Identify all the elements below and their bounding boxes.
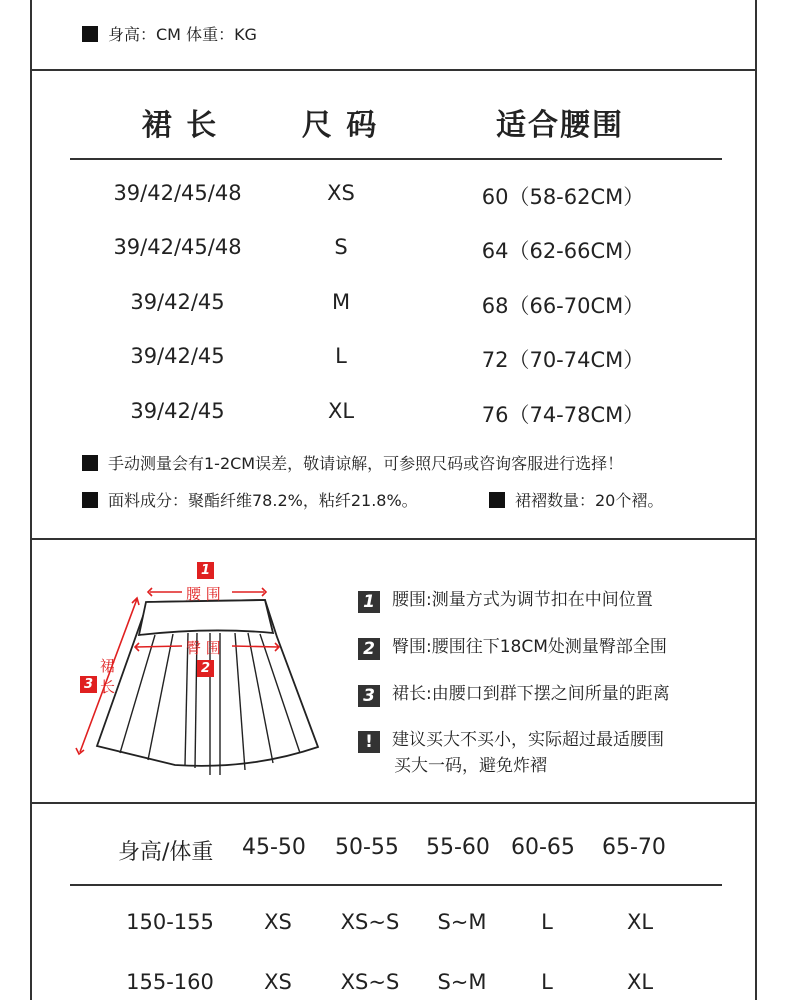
skirt-waistband xyxy=(139,600,273,635)
hw-header-col: 65-70 xyxy=(602,835,666,860)
unit-note: 身高：CM 体重：KG xyxy=(82,22,257,45)
bullet-square-icon xyxy=(489,492,505,508)
hw-header-label: 身高/体重 xyxy=(118,840,214,865)
measure-advice: ! 建议买大不买小，实际超过最适腰围 xyxy=(358,725,664,753)
waist-label: 腰 围 xyxy=(186,585,221,603)
bullet-square-icon xyxy=(82,26,98,42)
hw-header-col: 45-50 xyxy=(242,835,306,860)
length-label-top: 裙 xyxy=(100,657,116,675)
hip-label: 臀 围 xyxy=(186,639,221,657)
bullet-square-icon xyxy=(82,455,98,471)
measure-length: 3 裙长:由腰口到群下摆之间所量的距离 xyxy=(358,679,670,707)
section-divider xyxy=(30,69,757,71)
number-1-icon: 1 xyxy=(358,591,380,613)
section-divider xyxy=(30,802,757,804)
table-rule xyxy=(70,884,722,886)
measure-waist: 1 腰围:测量方式为调节扣在中间位置 xyxy=(358,585,653,613)
header-waist: 适合腰围 xyxy=(496,108,624,143)
number-3-icon: 3 xyxy=(358,685,380,707)
hw-header-col: 50-55 xyxy=(335,835,399,860)
header-size: 尺 码 xyxy=(301,108,379,143)
measure-advice-line2: 买大一码，避免炸褶 xyxy=(394,756,547,776)
header-length: 裙 长 xyxy=(141,108,219,143)
section-divider xyxy=(30,538,757,540)
exclamation-icon: ! xyxy=(358,731,380,753)
hip-number-badge: 2 xyxy=(197,660,214,677)
length-label-bottom: 长 xyxy=(100,678,116,696)
hw-header-col: 55-60 xyxy=(426,835,490,860)
tolerance-note: 手动测量会有1-2CM误差，敬请谅解，可参照尺码或咨询客服进行选择！ xyxy=(82,451,623,474)
number-2-icon: 2 xyxy=(358,638,380,660)
table-rule xyxy=(70,158,722,160)
measure-hip: 2 臀围:腰围往下18CM处测量臀部全围 xyxy=(358,632,667,660)
hw-header-col: 60-65 xyxy=(511,835,575,860)
length-number-badge: 3 xyxy=(80,676,97,693)
pleats-note: 裙褶数量：20个褶。 xyxy=(489,488,663,511)
bullet-square-icon xyxy=(82,492,98,508)
fabric-note: 面料成分：聚酯纤维78.2%，粘纤21.8%。 xyxy=(82,488,418,511)
waist-number-badge: 1 xyxy=(197,562,214,579)
